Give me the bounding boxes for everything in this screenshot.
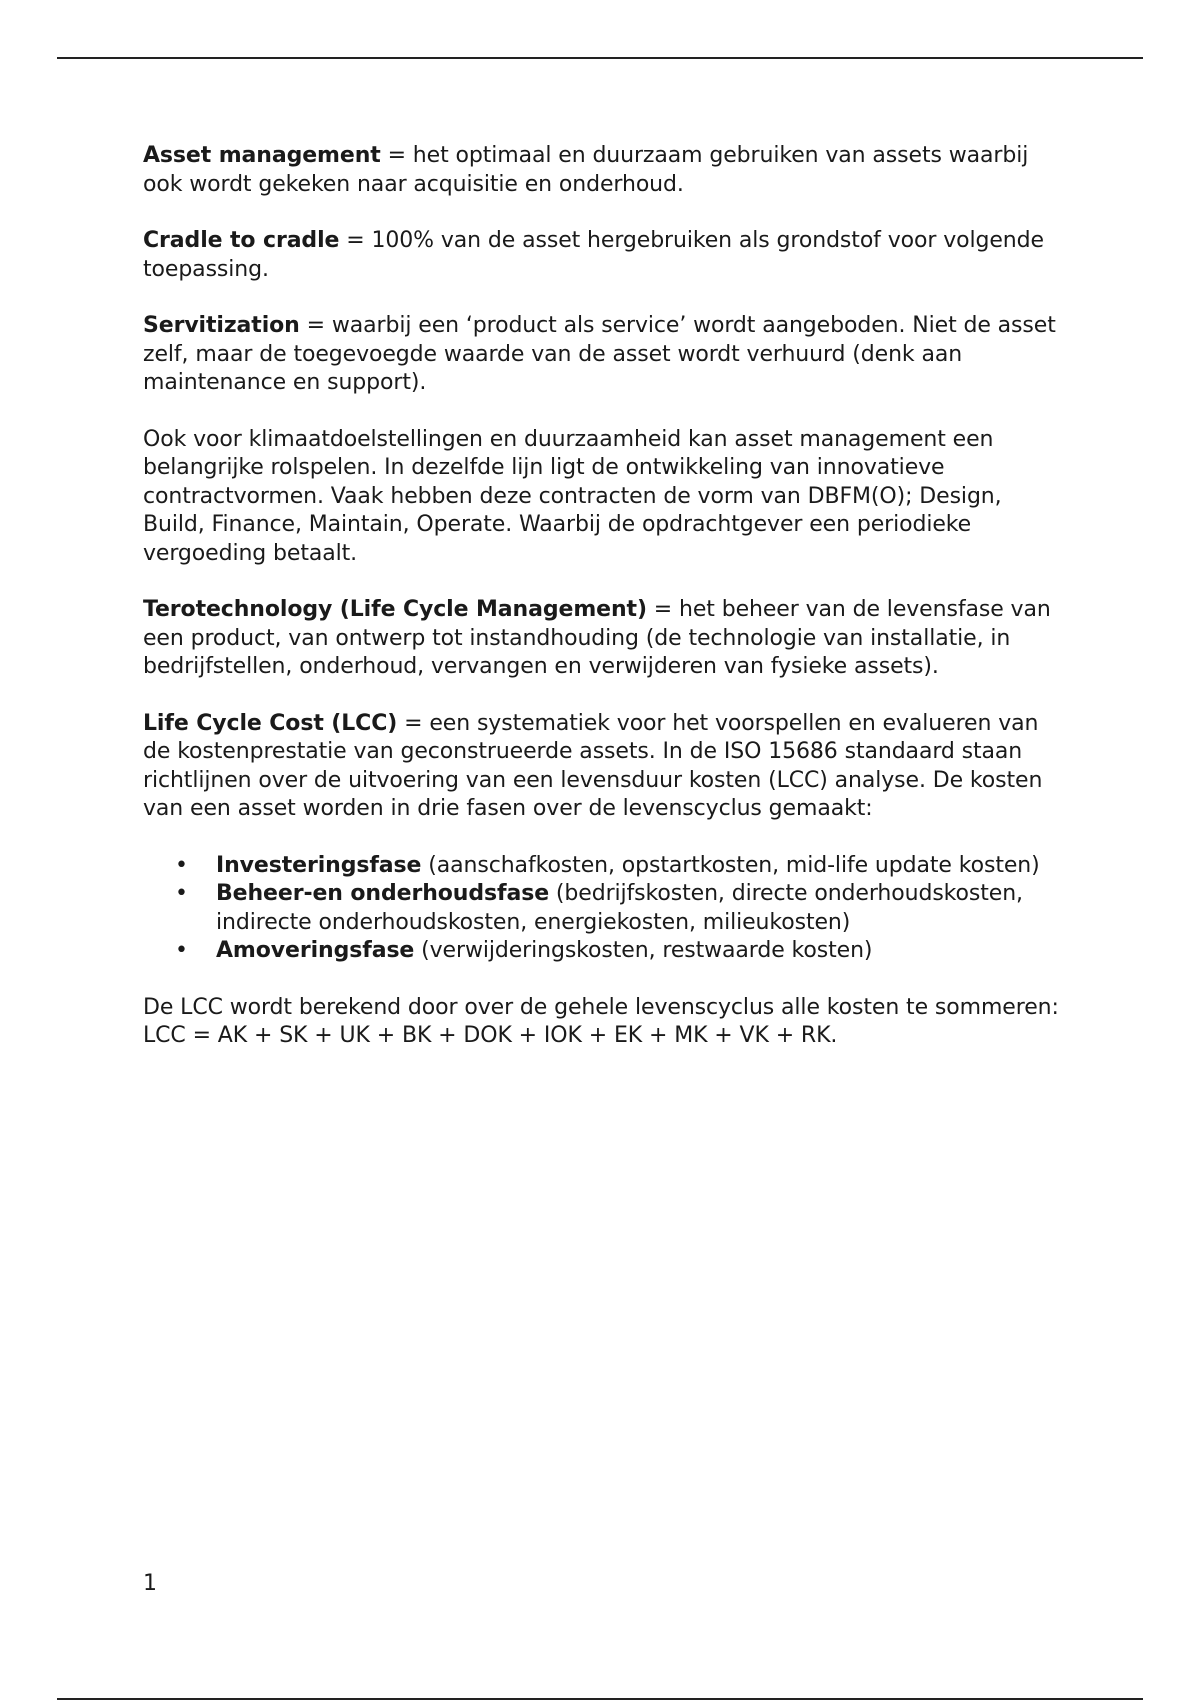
bullet-icon: • [175, 852, 188, 878]
list-item [143, 852, 1063, 881]
phase-term: Beheer-en onderhoudsfase [216, 881, 550, 906]
paragraph-cradle-to-cradle [143, 227, 1063, 284]
phase-list [143, 852, 1063, 966]
term-cradle-to-cradle: Cradle to cradle [143, 228, 340, 253]
term-servitization: Servitization [143, 313, 300, 338]
term-terotechnology: Terotechnology (Life Cycle Management) [143, 597, 647, 622]
list-item [143, 937, 1063, 966]
phase-term: Investeringsfase [216, 852, 422, 878]
phase-description: (bedrijfskosten, directe onderhoudskosten, indirecte onderhoudskosten, energiekosten, milieukosten) [216, 881, 1023, 935]
definition-life-cycle-cost: = een systematiek voor het voorspellen en evalueren van de kostenprestatie van geconstrueerde assets. In de ISO 15686 standaard staan richtlijnen over de uitvoering van een levensduur kosten (LCC) analyse. De kosten van een asset worden in drie fasen over de levenscyclus gemaakt: [143, 710, 1043, 821]
term-asset-management: Asset management [143, 143, 381, 168]
lcc-formula: LCC = AK + SK + UK + BK + DOK + IOK + EK + MK + VK + RK. [143, 1023, 838, 1048]
definition-terotechnology: = het beheer van de levensfase van een product, van ontwerp tot instandhouding (de technologie van installatie, in bedrijfstellen, onderhoud, vervangen en verwijderen van fysieke assets). [143, 597, 1051, 679]
definition-asset-management: = het optimaal en duurzaam gebruiken van assets waarbij ook wordt gekeken naar acquisitie en onderhoud. [143, 143, 1029, 197]
paragraph-klimaat: Ook voor klimaatdoelstellingen en duurzaamheid kan asset management een belangrijke rolspelen. In dezelfde lijn ligt de ontwikkeling van innovatieve contractvormen. Vaak hebben deze contracten de vorm van DBFM(O); Design, Build, Finance, Maintain, Operate. Waarbij de opdrachtgever een periodieke vergoeding betaalt. [143, 426, 1002, 566]
paragraph-life-cycle-cost [143, 710, 1063, 824]
bullet-icon: • [175, 881, 188, 906]
definition-servitization: = waarbij een ‘product als service’ wordt aangeboden. Niet de asset zelf, maar de toegevoegde waarde van de asset wordt verhuurd (denk aan maintenance en support). [143, 313, 1056, 395]
bullet-icon: • [175, 938, 188, 963]
phase-term: Amoveringsfase [216, 938, 415, 963]
phase-description: (verwijderingskosten, restwaarde kosten) [414, 938, 873, 963]
paragraph-servitization [143, 312, 1063, 398]
closing-sentence: De LCC wordt berekend door over de gehele levenscyclus alle kosten te sommeren: [143, 994, 1059, 1020]
header-rule [57, 57, 1143, 59]
definition-cradle-to-cradle: = 100% van de asset hergebruiken als grondstof voor volgende toepassing. [143, 228, 1044, 282]
page-number: 1 [143, 1571, 157, 1596]
paragraph-asset-management [143, 142, 1063, 199]
list-item [143, 880, 1063, 937]
paragraph-terotechnology [143, 596, 1063, 682]
term-life-cycle-cost: Life Cycle Cost (LCC) [143, 710, 398, 736]
phase-description: (aanschafkosten, opstartkosten, mid-life update kosten) [421, 852, 1040, 878]
document-body [143, 142, 1063, 1051]
